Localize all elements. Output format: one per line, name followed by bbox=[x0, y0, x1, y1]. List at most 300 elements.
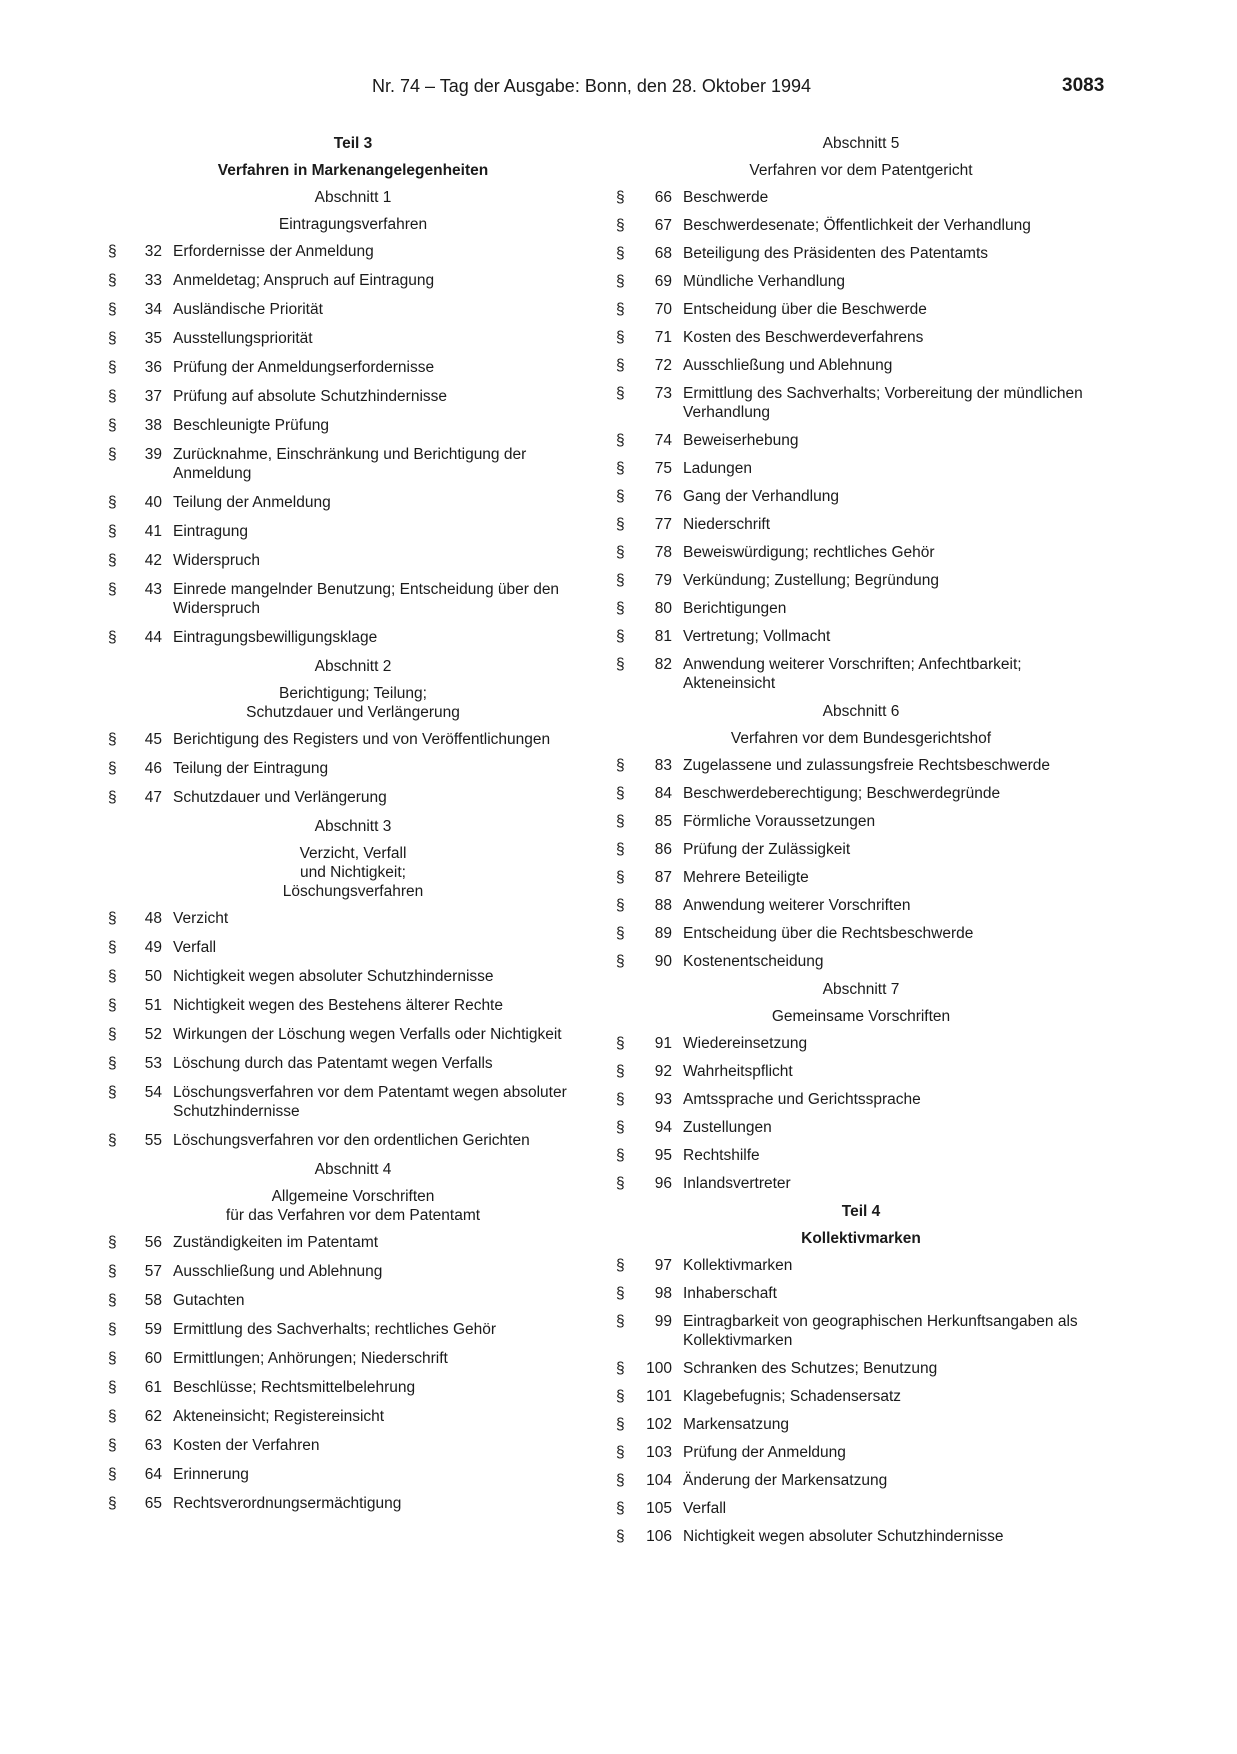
entry-title: Ausländische Priorität bbox=[173, 301, 323, 318]
section-symbol: § bbox=[616, 273, 625, 290]
toc-entry bbox=[616, 784, 1106, 803]
entry-number: 90 bbox=[654, 953, 672, 970]
section-symbol: § bbox=[616, 757, 625, 774]
heading-title: Verfahren vor dem Bundesgerichtshof bbox=[730, 730, 992, 747]
toc-entry bbox=[108, 1320, 598, 1339]
entry-title: Vertretung; Vollmacht bbox=[683, 628, 831, 645]
entry-number: 43 bbox=[144, 581, 162, 598]
entry-title: Erfordernisse der Anmeldung bbox=[173, 243, 374, 260]
toc-entry bbox=[616, 244, 1106, 263]
entry-title: Teilung der Eintragung bbox=[173, 760, 329, 777]
entry-number: 60 bbox=[144, 1350, 162, 1367]
entry-title: Eintragung bbox=[173, 523, 248, 540]
entry-number: 86 bbox=[654, 841, 672, 858]
entry-number: 64 bbox=[144, 1466, 162, 1483]
entry-title: Prüfung der Anmeldung bbox=[683, 1444, 846, 1461]
section-symbol: § bbox=[108, 1321, 117, 1338]
entry-number: 91 bbox=[654, 1035, 672, 1052]
entry-title: Inhaberschaft bbox=[683, 1285, 777, 1302]
toc-entry bbox=[616, 868, 1106, 887]
section-symbol: § bbox=[108, 1495, 117, 1512]
section-symbol: § bbox=[108, 301, 117, 318]
section-symbol: § bbox=[108, 388, 117, 405]
section-symbol: § bbox=[616, 385, 625, 402]
entry-number: 70 bbox=[654, 301, 672, 318]
section-symbol: § bbox=[108, 731, 117, 748]
section-symbol: § bbox=[108, 417, 117, 434]
entry-title: Zurücknahme, Einschränkung und Berichtigung der Anmeldung bbox=[173, 446, 527, 482]
entry-number: 54 bbox=[144, 1084, 162, 1101]
entry-title: Beweiswürdigung; rechtliches Gehör bbox=[683, 544, 935, 561]
toc-entry bbox=[616, 571, 1106, 590]
entry-title: Kosten der Verfahren bbox=[173, 1437, 320, 1454]
section-symbol: § bbox=[616, 869, 625, 886]
entry-number: 32 bbox=[144, 243, 162, 260]
entry-title: Schranken des Schutzes; Benutzung bbox=[683, 1360, 938, 1377]
toc-entry bbox=[108, 580, 598, 618]
entry-number: 46 bbox=[144, 760, 162, 777]
section-symbol: § bbox=[616, 1472, 625, 1489]
entry-title: Ausstellungspriorität bbox=[173, 330, 313, 347]
entry-number: 38 bbox=[144, 417, 162, 434]
section-symbol: § bbox=[616, 628, 625, 645]
section-symbol: § bbox=[616, 656, 625, 673]
section-symbol: § bbox=[616, 189, 625, 206]
toc-entry bbox=[108, 1291, 598, 1310]
heading-title: Gemeinsame Vorschriften bbox=[771, 1008, 951, 1025]
entry-number: 77 bbox=[654, 516, 672, 533]
section-symbol: § bbox=[616, 245, 625, 262]
page-number: 3083 bbox=[1062, 75, 1105, 96]
section-symbol: § bbox=[616, 572, 625, 589]
entry-number: 69 bbox=[654, 273, 672, 290]
heading-title: und Nichtigkeit; bbox=[300, 864, 406, 881]
entry-title: Verfall bbox=[683, 1500, 727, 1517]
entry-number: 67 bbox=[654, 217, 672, 234]
entry-number: 87 bbox=[654, 869, 672, 886]
toc-entry bbox=[616, 431, 1106, 450]
entry-title: Ermittlung des Sachverhalts; rechtliches Gehör bbox=[173, 1321, 497, 1338]
section-symbol: § bbox=[108, 1292, 117, 1309]
section-symbol: § bbox=[108, 789, 117, 806]
entry-number: 81 bbox=[654, 628, 672, 645]
entry-title: Entscheidung über die Beschwerde bbox=[683, 301, 927, 318]
entry-title: Eintragbarkeit von geographischen Herkunftsangaben als Kollektivmarken bbox=[683, 1313, 1078, 1349]
section-symbol: § bbox=[616, 1388, 625, 1405]
section-symbol: § bbox=[616, 1360, 625, 1377]
toc-entry bbox=[616, 1146, 1106, 1165]
section-symbol: § bbox=[616, 460, 625, 477]
heading-title: Kollektivmarken bbox=[801, 1230, 921, 1247]
entry-title: Ladungen bbox=[683, 460, 752, 477]
entry-title: Verkündung; Zustellung; Begründung bbox=[683, 572, 939, 589]
section-symbol: § bbox=[108, 1055, 117, 1072]
section-symbol: § bbox=[108, 243, 117, 260]
toc-entry bbox=[108, 1436, 598, 1455]
entry-number: 76 bbox=[654, 488, 672, 505]
toc-entry bbox=[616, 356, 1106, 375]
section-heading bbox=[108, 657, 598, 722]
toc-entry bbox=[108, 1349, 598, 1368]
toc-entry bbox=[616, 896, 1106, 915]
toc-entry bbox=[616, 924, 1106, 943]
entry-title: Zustellungen bbox=[683, 1119, 772, 1136]
right-column bbox=[616, 128, 1106, 1555]
entry-title: Prüfung der Anmeldungserfordernisse bbox=[173, 359, 435, 376]
entry-title: Prüfung der Zulässigkeit bbox=[683, 841, 851, 858]
section-symbol: § bbox=[108, 910, 117, 927]
toc-entry bbox=[616, 515, 1106, 534]
entry-number: 63 bbox=[144, 1437, 162, 1454]
section-symbol: § bbox=[616, 217, 625, 234]
entry-title: Inlandsvertreter bbox=[683, 1175, 791, 1192]
entry-title: Markensatzung bbox=[683, 1416, 789, 1433]
toc-entry bbox=[616, 1415, 1106, 1434]
toc-entry bbox=[108, 242, 598, 261]
entry-number: 55 bbox=[144, 1132, 162, 1149]
header-text: Nr. 74 – Tag der Ausgabe: Bonn, den 28. Oktober 1994 bbox=[372, 76, 811, 96]
entry-title: Löschung durch das Patentamt wegen Verfalls bbox=[173, 1055, 493, 1072]
heading-label: Abschnitt 6 bbox=[822, 703, 900, 720]
entry-title: Beschleunigte Prüfung bbox=[173, 417, 329, 434]
entry-number: 79 bbox=[654, 572, 672, 589]
entry-title: Ermittlung des Sachverhalts; Vorbereitung der mündlichen Verhandlung bbox=[683, 385, 1083, 421]
entry-title: Ausschließung und Ablehnung bbox=[683, 357, 893, 374]
toc-entry bbox=[108, 1131, 598, 1150]
toc-entry bbox=[108, 1233, 598, 1252]
toc-entry bbox=[616, 1387, 1106, 1406]
section-symbol: § bbox=[616, 329, 625, 346]
entry-number: 48 bbox=[144, 910, 162, 927]
entry-number: 105 bbox=[646, 1500, 672, 1517]
heading-title: Eintragungsverfahren bbox=[278, 216, 428, 233]
entry-number: 61 bbox=[144, 1379, 162, 1396]
section-symbol: § bbox=[616, 813, 625, 830]
toc-entry bbox=[108, 759, 598, 778]
toc-entry bbox=[108, 522, 598, 541]
entry-title: Amtssprache und Gerichtssprache bbox=[683, 1091, 921, 1108]
entry-number: 72 bbox=[654, 357, 672, 374]
entry-number: 44 bbox=[144, 629, 162, 646]
toc-entry bbox=[108, 1494, 598, 1513]
entry-title: Ausschließung und Ablehnung bbox=[173, 1263, 383, 1280]
toc-entry bbox=[616, 627, 1106, 646]
section-symbol: § bbox=[108, 1408, 117, 1425]
entry-number: 66 bbox=[654, 189, 672, 206]
toc-entry bbox=[108, 493, 598, 512]
entry-number: 93 bbox=[654, 1091, 672, 1108]
toc-entry bbox=[616, 459, 1106, 478]
toc-entry bbox=[616, 599, 1106, 618]
entry-number: 96 bbox=[654, 1175, 672, 1192]
entry-number: 106 bbox=[646, 1528, 672, 1545]
toc-entry bbox=[616, 300, 1106, 319]
section-symbol: § bbox=[108, 939, 117, 956]
entry-title: Änderung der Markensatzung bbox=[683, 1472, 888, 1489]
entry-title: Akteneinsicht; Registereinsicht bbox=[173, 1408, 385, 1425]
section-symbol: § bbox=[616, 301, 625, 318]
entry-title: Berichtigung des Registers und von Veröffentlichungen bbox=[173, 731, 551, 748]
section-symbol: § bbox=[108, 629, 117, 646]
section-symbol: § bbox=[108, 1379, 117, 1396]
toc-entry bbox=[108, 1054, 598, 1073]
section-symbol: § bbox=[616, 1313, 625, 1330]
entry-number: 89 bbox=[654, 925, 672, 942]
section-symbol: § bbox=[616, 1500, 625, 1517]
entry-number: 37 bbox=[144, 388, 162, 405]
section-symbol: § bbox=[616, 357, 625, 374]
toc-entry bbox=[108, 1378, 598, 1397]
toc-entry bbox=[616, 272, 1106, 291]
entry-title: Nichtigkeit wegen absoluter Schutzhindernisse bbox=[173, 968, 494, 985]
entry-title: Wiedereinsetzung bbox=[683, 1035, 808, 1052]
heading-label: Abschnitt 7 bbox=[822, 981, 900, 998]
toc-entry bbox=[616, 328, 1106, 347]
heading-label: Teil 3 bbox=[333, 135, 373, 152]
left-column bbox=[108, 128, 598, 1523]
entry-title: Prüfung auf absolute Schutzhindernisse bbox=[173, 388, 448, 405]
entry-number: 82 bbox=[654, 656, 672, 673]
entry-number: 94 bbox=[654, 1119, 672, 1136]
toc-entry bbox=[108, 628, 598, 647]
heading-label: Teil 4 bbox=[841, 1203, 881, 1220]
entry-number: 59 bbox=[144, 1321, 162, 1338]
entry-title: Mündliche Verhandlung bbox=[683, 273, 846, 290]
entry-title: Wahrheitspflicht bbox=[683, 1063, 793, 1080]
toc-entry bbox=[616, 756, 1106, 775]
entry-number: 68 bbox=[654, 245, 672, 262]
toc-entry bbox=[616, 216, 1106, 235]
entry-title: Rechtshilfe bbox=[683, 1147, 760, 1164]
entry-title: Anmeldetag; Anspruch auf Eintragung bbox=[173, 272, 435, 289]
entry-title: Niederschrift bbox=[683, 516, 770, 533]
section-symbol: § bbox=[616, 1035, 625, 1052]
heading-title: Verfahren vor dem Patentgericht bbox=[749, 162, 973, 179]
section-symbol: § bbox=[616, 516, 625, 533]
section-symbol: § bbox=[616, 953, 625, 970]
section-symbol: § bbox=[108, 1234, 117, 1251]
section-symbol: § bbox=[108, 1437, 117, 1454]
toc-entry bbox=[616, 812, 1106, 831]
toc-entry bbox=[616, 655, 1106, 693]
entry-number: 73 bbox=[654, 385, 672, 402]
entry-title: Beteiligung des Präsidenten des Patentamts bbox=[683, 245, 989, 262]
section-heading bbox=[108, 188, 598, 234]
entry-number: 74 bbox=[654, 432, 672, 449]
entry-number: 33 bbox=[144, 272, 162, 289]
entry-title: Klagebefugnis; Schadensersatz bbox=[683, 1388, 902, 1405]
entry-title: Förmliche Voraussetzungen bbox=[683, 813, 876, 830]
entry-number: 99 bbox=[654, 1313, 672, 1330]
entry-number: 45 bbox=[144, 731, 162, 748]
toc-entry bbox=[108, 1407, 598, 1426]
section-symbol: § bbox=[108, 446, 117, 463]
toc-entry bbox=[616, 1471, 1106, 1490]
entry-title: Erinnerung bbox=[173, 1466, 249, 1483]
toc-entry bbox=[616, 543, 1106, 562]
entry-title: Kostenentscheidung bbox=[683, 953, 824, 970]
section-symbol: § bbox=[616, 600, 625, 617]
heading-label: Abschnitt 2 bbox=[314, 658, 392, 675]
entry-number: 78 bbox=[654, 544, 672, 561]
entry-title: Ermittlungen; Anhörungen; Niederschrift bbox=[173, 1350, 448, 1367]
section-symbol: § bbox=[616, 1528, 625, 1545]
entry-title: Zugelassene und zulassungsfreie Rechtsbeschwerde bbox=[683, 757, 1051, 774]
part-heading bbox=[616, 1202, 1106, 1248]
toc-entry bbox=[108, 788, 598, 807]
section-symbol: § bbox=[108, 494, 117, 511]
toc-entry bbox=[108, 730, 598, 749]
section-symbol: § bbox=[108, 272, 117, 289]
heading-title: Berichtigung; Teilung; bbox=[279, 685, 427, 702]
section-symbol: § bbox=[616, 785, 625, 802]
entry-number: 34 bbox=[144, 301, 162, 318]
entry-number: 103 bbox=[646, 1444, 672, 1461]
heading-title: Schutzdauer und Verlängerung bbox=[246, 704, 460, 721]
toc-entry bbox=[616, 1359, 1106, 1378]
entry-number: 100 bbox=[646, 1360, 672, 1377]
entry-title: Beschwerdesenate; Öffentlichkeit der Verhandlung bbox=[683, 217, 1031, 234]
entry-title: Kosten des Beschwerdeverfahrens bbox=[683, 329, 924, 346]
toc-entry bbox=[616, 952, 1106, 971]
entry-title: Gutachten bbox=[173, 1292, 245, 1309]
entry-title: Verfall bbox=[173, 939, 217, 956]
section-symbol: § bbox=[616, 1119, 625, 1136]
toc-entry bbox=[108, 271, 598, 290]
entry-title: Rechtsverordnungsermächtigung bbox=[173, 1495, 402, 1512]
section-symbol: § bbox=[108, 1466, 117, 1483]
entry-number: 95 bbox=[654, 1147, 672, 1164]
section-symbol: § bbox=[616, 1444, 625, 1461]
part-heading bbox=[108, 134, 598, 180]
entry-title: Nichtigkeit wegen absoluter Schutzhindernisse bbox=[683, 1528, 1004, 1545]
section-symbol: § bbox=[108, 552, 117, 569]
entry-number: 57 bbox=[144, 1263, 162, 1280]
entry-title: Widerspruch bbox=[173, 552, 260, 569]
heading-label: Abschnitt 4 bbox=[314, 1161, 392, 1178]
heading-title: Verfahren in Markenangelegenheiten bbox=[217, 162, 489, 179]
toc-entry bbox=[616, 1284, 1106, 1303]
entry-number: 84 bbox=[654, 785, 672, 802]
toc-entry bbox=[616, 840, 1106, 859]
toc-entry bbox=[108, 445, 598, 483]
toc-entry bbox=[616, 1499, 1106, 1518]
section-symbol: § bbox=[616, 488, 625, 505]
entry-title: Wirkungen der Löschung wegen Verfalls oder Nichtigkeit bbox=[173, 1026, 562, 1043]
entry-title: Eintragungsbewilligungsklage bbox=[173, 629, 378, 646]
section-symbol: § bbox=[108, 523, 117, 540]
toc-entry bbox=[108, 967, 598, 986]
section-symbol: § bbox=[616, 1147, 625, 1164]
section-symbol: § bbox=[108, 997, 117, 1014]
entry-number: 53 bbox=[144, 1055, 162, 1072]
entry-number: 36 bbox=[144, 359, 162, 376]
section-symbol: § bbox=[108, 968, 117, 985]
section-symbol: § bbox=[108, 760, 117, 777]
toc-entry bbox=[616, 1256, 1106, 1275]
heading-title: Allgemeine Vorschriften bbox=[271, 1188, 435, 1205]
entry-number: 80 bbox=[654, 600, 672, 617]
section-symbol: § bbox=[616, 432, 625, 449]
toc-entry bbox=[616, 1118, 1106, 1137]
entry-title: Nichtigkeit wegen des Bestehens älterer Rechte bbox=[173, 997, 503, 1014]
section-symbol: § bbox=[108, 1263, 117, 1280]
toc-entry bbox=[108, 1262, 598, 1281]
entry-title: Kollektivmarken bbox=[683, 1257, 793, 1274]
entry-number: 50 bbox=[144, 968, 162, 985]
entry-title: Anwendung weiterer Vorschriften bbox=[683, 897, 911, 914]
section-symbol: § bbox=[616, 1285, 625, 1302]
entry-number: 47 bbox=[144, 789, 162, 806]
section-symbol: § bbox=[108, 1026, 117, 1043]
section-heading bbox=[616, 134, 1106, 180]
toc-entry bbox=[108, 909, 598, 928]
toc-entry bbox=[108, 387, 598, 406]
section-heading bbox=[108, 817, 598, 901]
entry-number: 41 bbox=[144, 523, 162, 540]
page-header bbox=[0, 76, 1237, 100]
heading-label: Abschnitt 5 bbox=[822, 135, 900, 152]
section-symbol: § bbox=[616, 1175, 625, 1192]
entry-number: 65 bbox=[144, 1495, 162, 1512]
section-symbol: § bbox=[108, 330, 117, 347]
entry-number: 102 bbox=[646, 1416, 672, 1433]
entry-title: Entscheidung über die Rechtsbeschwerde bbox=[683, 925, 974, 942]
toc-entry bbox=[108, 996, 598, 1015]
entry-title: Zuständigkeiten im Patentamt bbox=[173, 1234, 379, 1251]
toc-entry bbox=[616, 188, 1106, 207]
entry-number: 35 bbox=[144, 330, 162, 347]
heading-label: Abschnitt 3 bbox=[314, 818, 392, 835]
toc-entry bbox=[616, 1527, 1106, 1546]
section-symbol: § bbox=[616, 544, 625, 561]
heading-label: Abschnitt 1 bbox=[314, 189, 392, 206]
entry-title: Anwendung weiterer Vorschriften; Anfechtbarkeit; Akteneinsicht bbox=[683, 656, 1022, 692]
section-symbol: § bbox=[616, 1063, 625, 1080]
entry-title: Löschungsverfahren vor den ordentlichen Gerichten bbox=[173, 1132, 530, 1149]
section-heading bbox=[616, 980, 1106, 1026]
toc-entry bbox=[616, 487, 1106, 506]
toc-entry bbox=[108, 329, 598, 348]
section-symbol: § bbox=[108, 1350, 117, 1367]
heading-title: Verzicht, Verfall bbox=[299, 845, 407, 862]
toc-entry bbox=[616, 1062, 1106, 1081]
toc-entry bbox=[108, 551, 598, 570]
entry-number: 71 bbox=[654, 329, 672, 346]
entry-number: 85 bbox=[654, 813, 672, 830]
entry-number: 39 bbox=[144, 446, 162, 463]
toc-entry bbox=[108, 416, 598, 435]
entry-number: 75 bbox=[654, 460, 672, 477]
entry-number: 40 bbox=[144, 494, 162, 511]
entry-number: 104 bbox=[646, 1472, 672, 1489]
toc-entry bbox=[108, 938, 598, 957]
toc-entry bbox=[616, 1443, 1106, 1462]
entry-number: 98 bbox=[654, 1285, 672, 1302]
entry-number: 97 bbox=[654, 1257, 672, 1274]
toc-entry bbox=[108, 358, 598, 377]
toc-entry bbox=[108, 1083, 598, 1121]
entry-number: 101 bbox=[646, 1388, 672, 1405]
toc-entry bbox=[108, 1465, 598, 1484]
toc-entry bbox=[616, 1312, 1106, 1350]
entry-number: 42 bbox=[144, 552, 162, 569]
entry-number: 83 bbox=[654, 757, 672, 774]
section-symbol: § bbox=[616, 1257, 625, 1274]
toc-entry bbox=[616, 1090, 1106, 1109]
section-symbol: § bbox=[616, 841, 625, 858]
entry-number: 49 bbox=[144, 939, 162, 956]
